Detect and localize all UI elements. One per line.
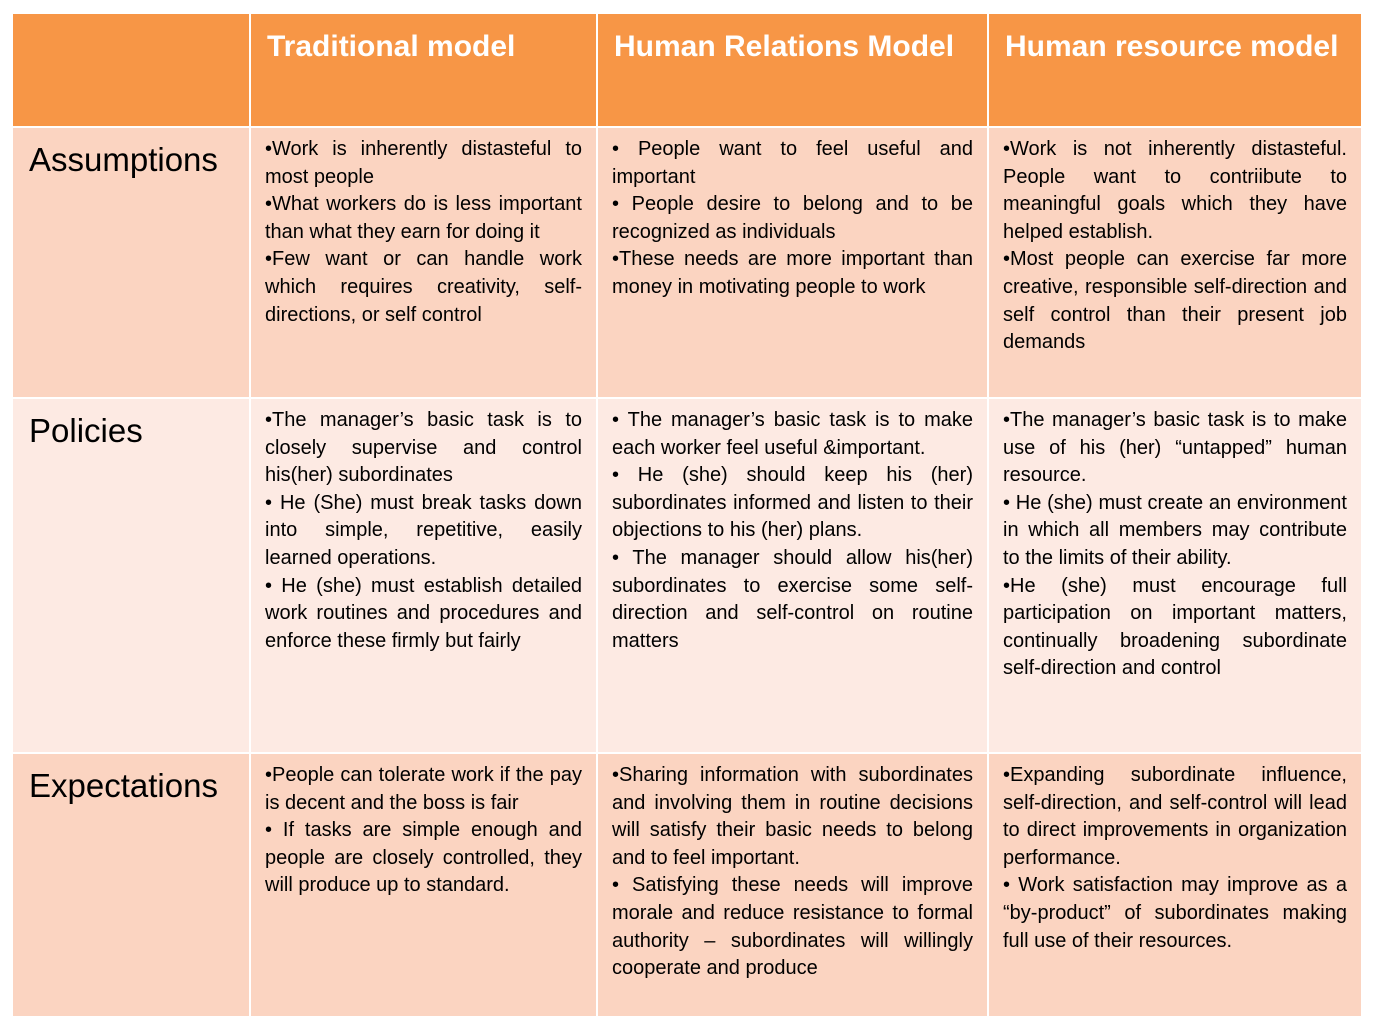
cell-assumptions-human-resource (988, 127, 1362, 398)
bullet-item: •Few want or can handle work which requires creativity, self-directions, or self control (265, 248, 582, 326)
row-assumptions (12, 127, 1362, 398)
header-corner (12, 13, 250, 127)
header-human-resource-model: Human resource model (988, 13, 1362, 127)
row-label-expectations: Expectations (12, 753, 250, 1017)
row-policies (12, 398, 1362, 753)
cell-expectations-human-resource (988, 753, 1362, 1017)
bullet-item: • He (She) must break tasks down into simple, repetitive, easily learned operations. (265, 491, 582, 569)
bullet-item: • The manager should allow his(her) subordinates to exercise some self-direction and self-control on routine matters (612, 546, 973, 652)
bullet-item: • People desire to belong and to be recognized as individuals (612, 193, 973, 243)
bullet-item: •The manager’s basic task is to closely supervise and control his(her) subordinates (265, 409, 582, 487)
bullet-item: •Most people can exercise far more creative, responsible self-direction and self control than their present job demands (1003, 248, 1347, 354)
cell-policies-human-relations (597, 398, 988, 753)
bullet-item: •These needs are more important than money in motivating people to work (612, 248, 973, 298)
bullet-item: • The manager’s basic task is to make each worker feel useful &important. (612, 409, 973, 459)
header-human-relations-model: Human Relations Model (597, 13, 988, 127)
comparison-table (11, 12, 1363, 1018)
bullet-item: • If tasks are simple enough and people are closely controlled, they will produce up to standard. (265, 819, 582, 897)
cell-assumptions-human-relations (597, 127, 988, 398)
bullet-item: •What workers do is less important than what they earn for doing it (265, 193, 582, 243)
bullet-item: • People want to feel useful and important (612, 138, 973, 188)
cell-policies-human-resource (988, 398, 1362, 753)
cell-expectations-human-relations (597, 753, 988, 1017)
bullet-item: •Expanding subordinate influence, self-direction, and self-control will lead to direct improvements in organization performance. (1003, 764, 1347, 869)
bullet-item: • Satisfying these needs will improve morale and reduce resistance to formal authority – subordinates will willingly cooperate and produce (612, 874, 973, 980)
bullet-item: •Sharing information with subordinates and involving them in routine decisions will satisfy their basic needs to belong and to feel important. (612, 764, 973, 869)
bullet-item: •He (she) must encourage full participation on important matters, continually broadening subordinate self-direction and control (1003, 574, 1347, 680)
header-traditional-model: Traditional model (250, 13, 597, 127)
header-row (12, 13, 1362, 127)
row-label-policies: Policies (12, 398, 250, 753)
cell-policies-traditional (250, 398, 597, 753)
bullet-item: •Work is not inherently distasteful. People want to contriibute to meaningful goals which they have helped establish. (1003, 138, 1347, 243)
cell-expectations-traditional (250, 753, 597, 1017)
row-expectations (12, 753, 1362, 1017)
bullet-item: • He (she) must create an environment in which all members may contribute to the limits of their ability. (1003, 491, 1347, 569)
row-label-assumptions: Assumptions (12, 127, 250, 398)
bullet-item: • He (she) must establish detailed work routines and procedures and enforce these firmly but fairly (265, 574, 582, 652)
bullet-item: •Work is inherently distasteful to most people (265, 138, 582, 188)
cell-assumptions-traditional (250, 127, 597, 398)
bullet-item: •People can tolerate work if the pay is decent and the boss is fair (265, 764, 582, 814)
bullet-item: • He (she) should keep his (her) subordinates informed and listen to their objections to his (her) plans. (612, 464, 973, 542)
bullet-item: • Work satisfaction may improve as a “by-product” of subordinates making full use of their resources. (1003, 874, 1347, 952)
bullet-item: •The manager’s basic task is to make use of his (her) “untapped” human resource. (1003, 409, 1347, 487)
